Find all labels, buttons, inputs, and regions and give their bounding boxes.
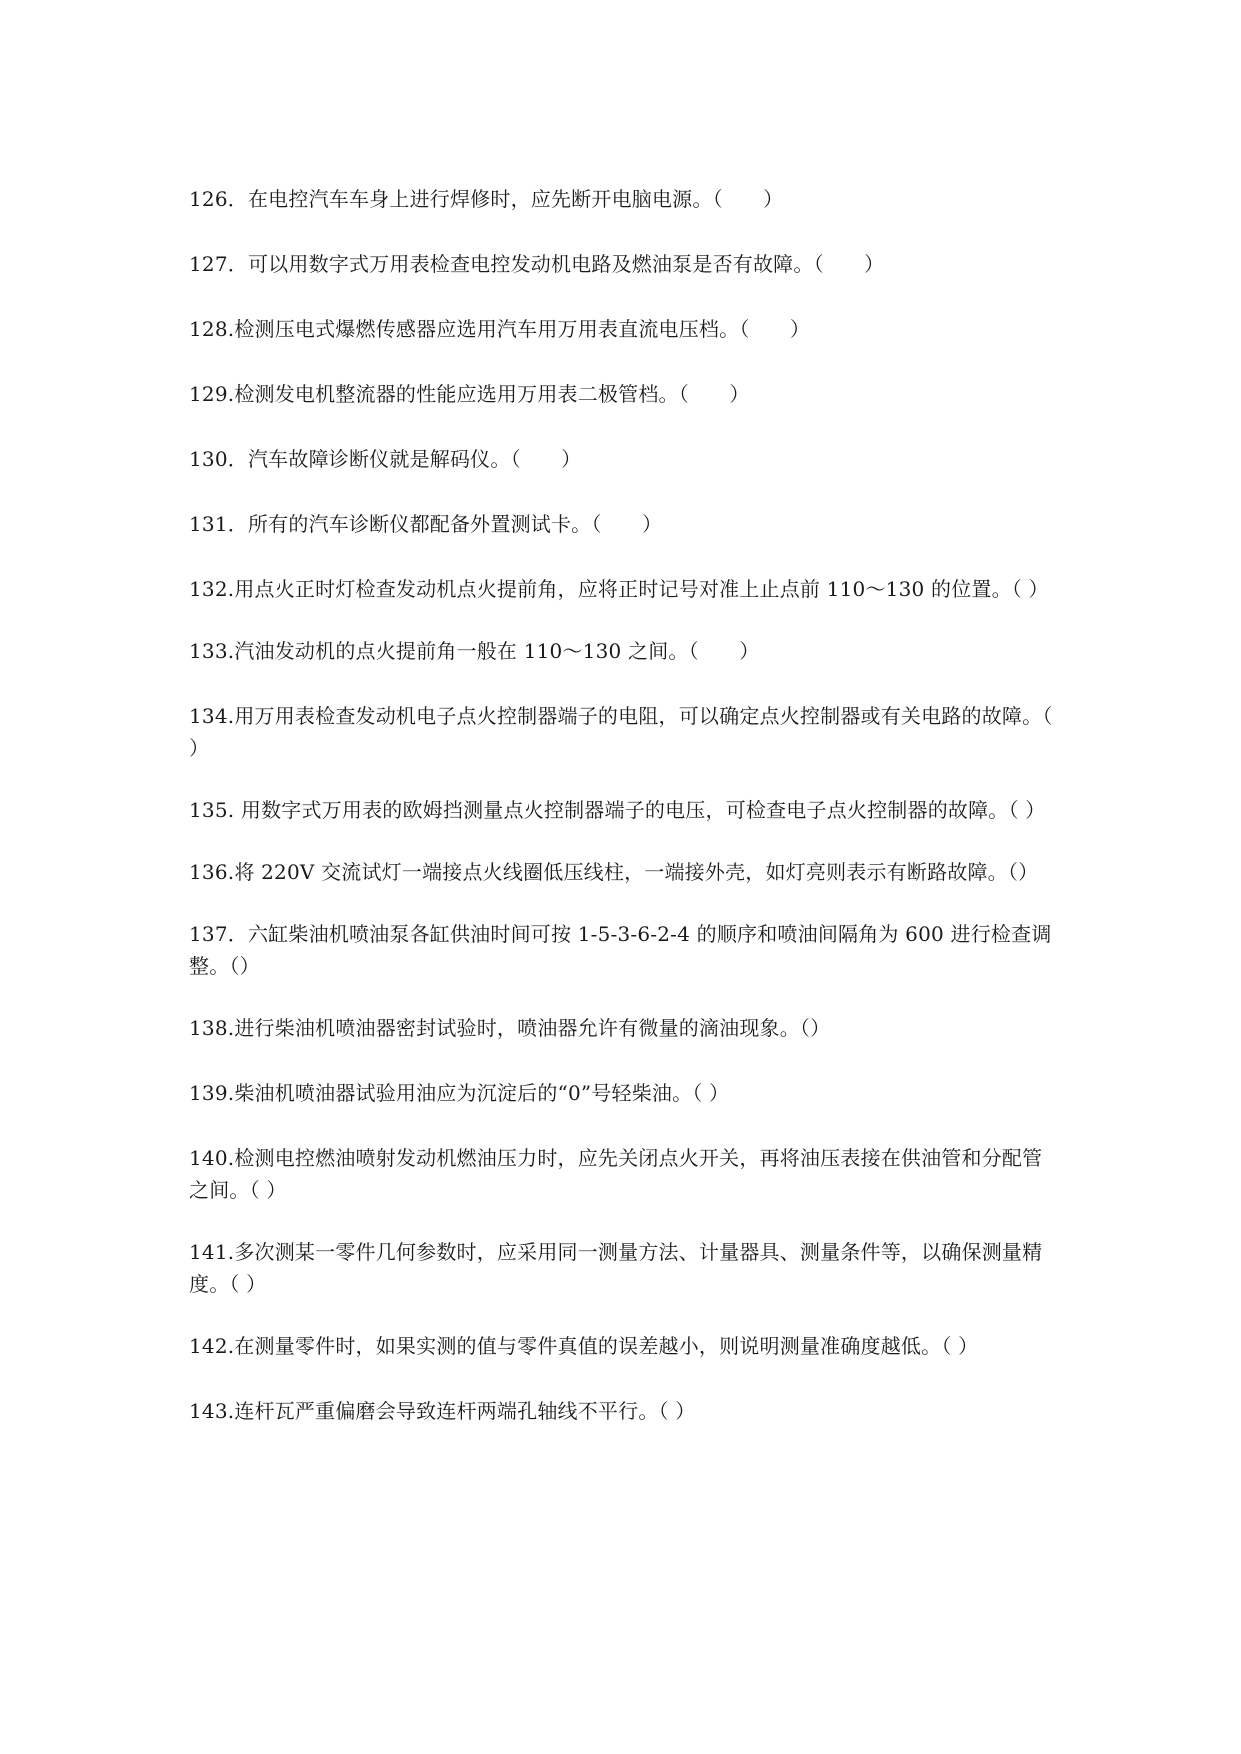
question-136: 136.将 220V 交流试灯一端接点火线圈低压线柱，一端接外壳，如灯亮则表示有断路故障。（） (189, 860, 1039, 884)
question-127: 127．可以用数字式万用表检查电控发动机电路及燃油泵是否有故障。（ ） (189, 252, 885, 276)
question-134: 134.用万用表检查发动机电子点火控制器端子的电阻，可以确定点火控制器或有关电路的故障。（ ） (189, 704, 1053, 760)
question-141: 141.多次测某一零件几何参数时，应采用同一测量方法、计量器具、测量条件等，以确保测量精度。（ ） (189, 1240, 1043, 1296)
question-139: 139.柴油机喷油器试验用油应为沉淀后的“0”号轻柴油。（ ） (189, 1081, 730, 1105)
question-138: 138.进行柴油机喷油器密封试验时，喷油器允许有微量的滴油现象。（） (189, 1016, 831, 1040)
question-137: 137．六缸柴油机喷油泵各缸供油时间可按 1-5-3-6-2-4 的顺序和喷油间隔角为 600 进行检查调整。（） (189, 922, 1052, 978)
question-131: 131．所有的汽车诊断仪都配备外置测试卡。（ ） (189, 512, 663, 536)
question-126: 126．在电控汽车车身上进行焊修时，应先断开电脑电源。（ ） (189, 187, 784, 211)
question-142: 142.在测量零件时，如果实测的值与零件真值的误差越小，则说明测量准确度越低。（ ） (189, 1334, 979, 1358)
question-128: 128.检测压电式爆燃传感器应选用汽车用万用表直流电压档。（ ） (189, 317, 811, 341)
question-133: 133.汽油发动机的点火提前角一般在 110～130 之间。（ ） (189, 639, 760, 663)
question-140: 140.检测电控燃油喷射发动机燃油压力时，应先关闭点火开关，再将油压表接在供油管和分配管之间。（ ） (189, 1146, 1043, 1202)
question-143: 143.连杆瓦严重偏磨会导致连杆两端孔轴线不平行。（ ） (189, 1399, 696, 1423)
question-129: 129.检测发电机整流器的性能应选用万用表二极管档。（ ） (189, 382, 750, 406)
question-135: 135. 用数字式万用表的欧姆挡测量点火控制器端子的电压，可检查电子点火控制器的故障。（ ） (189, 798, 1046, 822)
question-132: 132.用点火正时灯检查发动机点火提前角，应将正时记号对准上止点前 110～130 的位置。（ ） (189, 577, 1049, 601)
question-list (189, 183, 1061, 1460)
question-130: 130．汽车故障诊断仪就是解码仪。（ ） (189, 447, 582, 471)
